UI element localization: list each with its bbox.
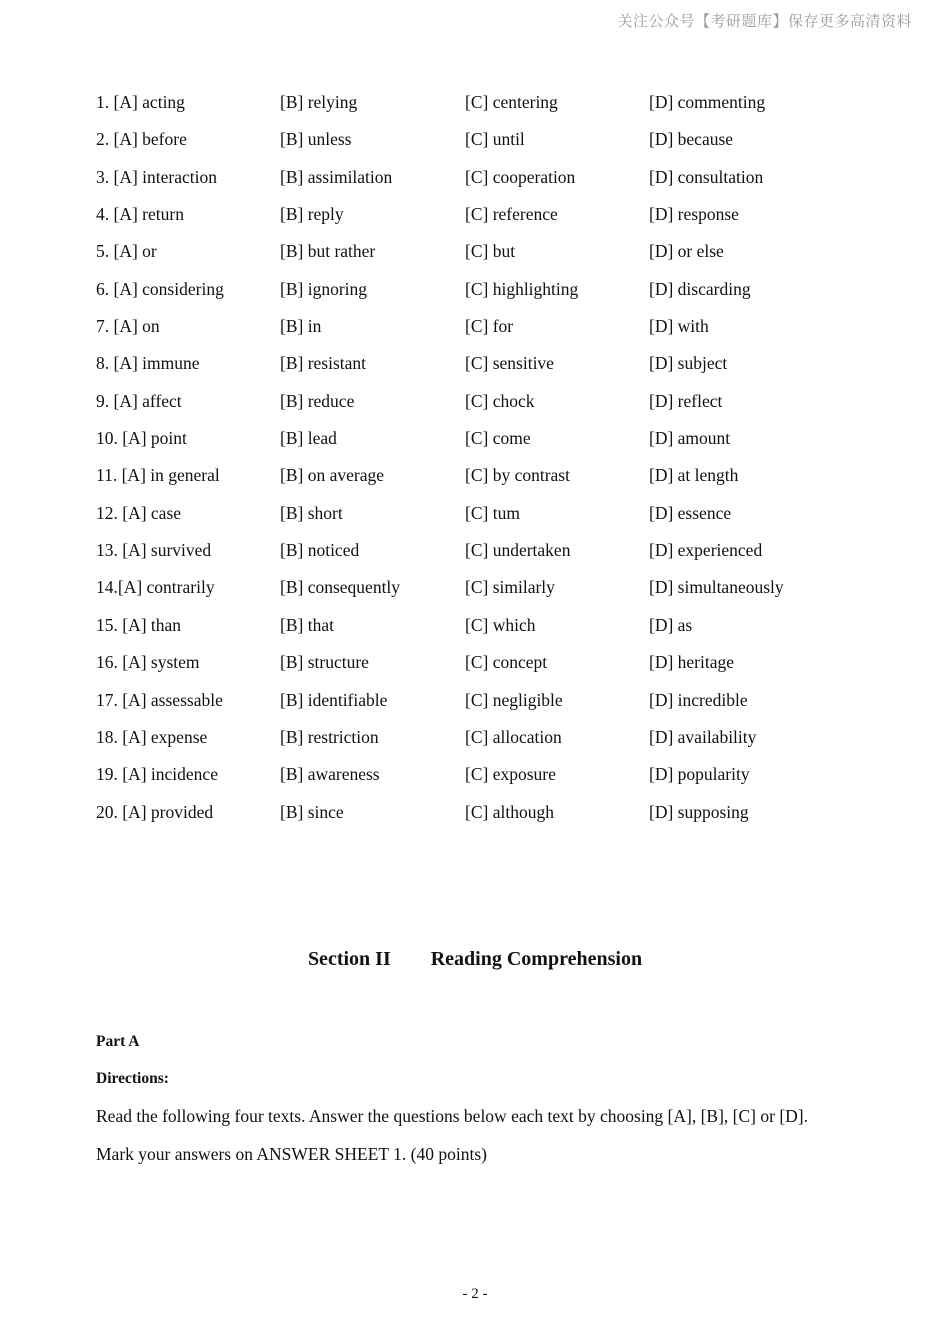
option-d: [D] response (649, 204, 739, 225)
option-c: [C] come (465, 428, 531, 449)
question-row (96, 457, 876, 494)
option-c: [C] but (465, 241, 516, 262)
option-c: [C] chock (465, 390, 535, 411)
option-b: [B] unless (280, 129, 352, 150)
option-c: [C] although (465, 801, 554, 822)
option-b: [B] resistant (280, 353, 367, 374)
option-c: [C] by contrast (465, 465, 570, 486)
option-b: [B] restriction (280, 726, 379, 747)
question-row (96, 308, 876, 345)
option-d: [D] with (649, 316, 709, 337)
question-row (96, 495, 876, 532)
option-b: [B] short (280, 502, 343, 523)
directions-label: Directions: (96, 1070, 169, 1087)
option-a: 20. [A] provided (96, 801, 214, 822)
option-c: [C] undertaken (465, 540, 571, 561)
question-row (96, 383, 876, 420)
option-b: [B] reduce (280, 390, 355, 411)
option-b: [B] but rather (280, 241, 376, 262)
section-title: Reading Comprehension (430, 948, 643, 970)
option-a: 12. [A] case (96, 502, 182, 523)
question-row (96, 794, 876, 831)
option-d: [D] reflect (649, 390, 723, 411)
option-b: [B] since (280, 801, 344, 822)
option-b: [B] awareness (280, 764, 380, 785)
option-d: [D] commenting (649, 92, 766, 112)
option-a: 3. [A] interaction (96, 166, 217, 187)
option-d: [D] simultaneously (649, 577, 784, 598)
option-a: 8. [A] immune (96, 353, 200, 374)
option-c: [C] exposure (465, 764, 556, 785)
option-c: [C] reference (465, 204, 558, 225)
option-a: 11. [A] in general (96, 465, 220, 486)
option-c: [C] highlighting (465, 278, 579, 299)
option-b: [B] consequently (280, 577, 401, 598)
option-d: [D] as (649, 614, 693, 635)
option-a: 9. [A] affect (96, 390, 182, 411)
option-a: 16. [A] system (96, 652, 200, 673)
directions-text-line: Read the following four texts. Answer the questions below each text by choosing [A], [B], [C] or [D]. (96, 1106, 808, 1126)
question-row (96, 271, 876, 308)
option-a: 10. [A] point (96, 428, 187, 449)
option-c: [C] negligible (465, 689, 563, 710)
option-c: [C] for (465, 316, 514, 337)
option-a: 15. [A] than (96, 614, 182, 635)
question-row (96, 644, 876, 681)
option-c: [C] sensitive (465, 353, 554, 374)
option-b: [B] lead (280, 428, 337, 449)
question-row (96, 719, 876, 756)
question-row (96, 532, 876, 569)
option-b: [B] on average (280, 465, 384, 486)
option-a: 7. [A] on (96, 316, 160, 337)
option-d: [D] at length (649, 465, 739, 486)
option-a: 2. [A] before (96, 129, 187, 150)
option-b: [B] relying (280, 92, 358, 112)
question-row (96, 569, 876, 606)
option-d: [D] consultation (649, 166, 764, 187)
option-c: [C] tum (465, 502, 520, 523)
option-d: [D] supposing (649, 801, 749, 822)
option-a: 5. [A] or (96, 241, 157, 262)
question-row (96, 756, 876, 793)
directions-text-line: Mark your answers on ANSWER SHEET 1. (40 points) (96, 1144, 487, 1164)
option-a: 18. [A] expense (96, 726, 208, 747)
section-heading (0, 948, 950, 971)
option-a: 17. [A] assessable (96, 689, 223, 710)
question-row (96, 233, 876, 270)
question-row (96, 682, 876, 719)
option-d: [D] incredible (649, 689, 748, 710)
option-a: 1. [A] acting (96, 92, 185, 112)
answer-options-list (96, 84, 876, 831)
option-d: [D] because (649, 129, 734, 150)
option-d: [D] availability (649, 726, 757, 747)
question-row (96, 196, 876, 233)
question-row (96, 84, 876, 121)
option-b: [B] reply (280, 204, 344, 225)
option-b: [B] ignoring (280, 278, 368, 299)
option-d: [D] amount (649, 428, 731, 449)
option-d: [D] popularity (649, 764, 750, 785)
option-b: [B] identifiable (280, 689, 388, 710)
option-b: [B] structure (280, 652, 369, 673)
option-d: [D] experienced (649, 540, 763, 561)
option-a: 6. [A] considering (96, 278, 224, 299)
section-number: Section II (307, 948, 391, 970)
option-c: [C] similarly (465, 577, 555, 598)
option-c: [C] until (465, 129, 525, 150)
option-d: [D] or else (649, 241, 724, 262)
question-row (96, 121, 876, 158)
option-d: [D] heritage (649, 652, 735, 673)
option-d: [D] discarding (649, 278, 751, 299)
part-label: Part A (96, 1033, 140, 1050)
option-c: [C] centering (465, 92, 558, 112)
option-a: 4. [A] return (96, 204, 184, 225)
option-c: [C] allocation (465, 726, 562, 747)
question-row (96, 607, 876, 644)
option-d: [D] essence (649, 502, 732, 523)
option-c: [C] cooperation (465, 166, 576, 187)
page-number: - 2 - (462, 1286, 488, 1302)
option-b: [B] noticed (280, 540, 360, 561)
option-c: [C] concept (465, 652, 548, 673)
question-row (96, 420, 876, 457)
option-a: 19. [A] incidence (96, 764, 218, 785)
option-a: 13. [A] survived (96, 540, 212, 561)
question-row (96, 159, 876, 196)
watermark: 关注公众号【考研题库】保存更多高清资料 (617, 12, 912, 30)
option-d: [D] subject (649, 353, 728, 374)
option-b: [B] in (280, 316, 322, 337)
question-row (96, 345, 876, 382)
option-a: 14.[A] contrarily (96, 577, 215, 598)
option-b: [B] assimilation (280, 166, 393, 187)
option-b: [B] that (280, 614, 334, 635)
option-c: [C] which (465, 614, 536, 635)
